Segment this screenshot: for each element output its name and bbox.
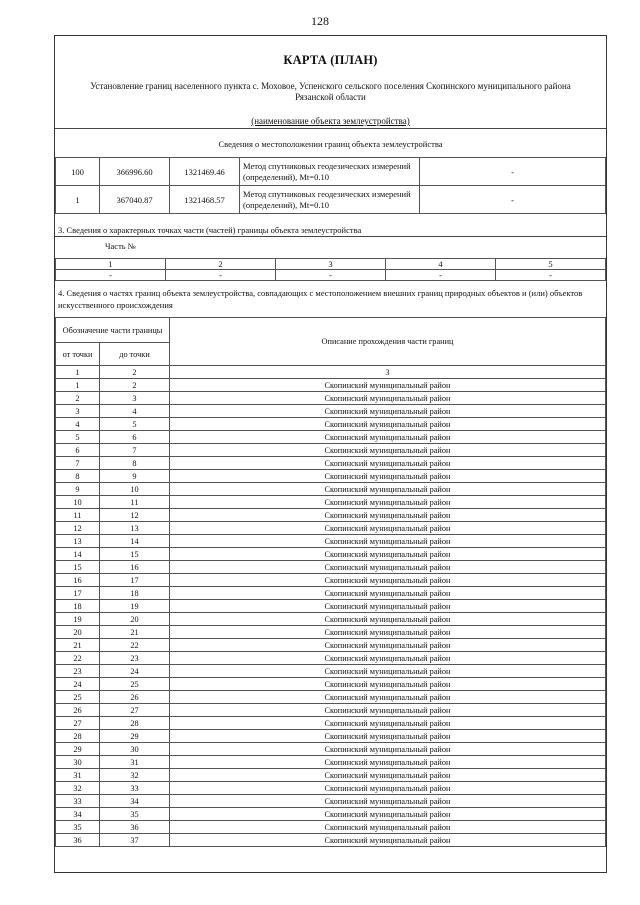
from-point: 14 [56,548,100,561]
table-row [56,379,606,392]
table-row [56,730,606,743]
part-description: Скопинский муниципальный район [170,652,606,665]
divider [55,236,606,237]
section3-col-header: 2 [166,259,276,270]
part-description: Скопинский муниципальный район [170,600,606,613]
document-title: КАРТА (ПЛАН) [283,53,378,67]
table-row [56,613,606,626]
from-point: 11 [56,509,100,522]
part-description: Скопинский муниципальный район [170,392,606,405]
point-description: - [420,158,606,186]
to-point: 11 [100,496,170,509]
part-description: Скопинский муниципальный район [170,613,606,626]
coord-y: 1321469.46 [170,158,240,186]
to-point: 4 [100,405,170,418]
part-description: Скопинский муниципальный район [170,639,606,652]
point-number: 1 [56,186,100,214]
from-point: 8 [56,470,100,483]
from-point: 25 [56,691,100,704]
table-row [56,756,606,769]
from-point: 22 [56,652,100,665]
part-description: Скопинский муниципальный район [170,405,606,418]
table-row [56,795,606,808]
table-row [56,444,606,457]
section4-caption: 4. Сведения о частях границ объекта землеустройства, совпадающих с местоположением внешних границ природных объектов и (или) объектов искусственного происхождения [58,288,583,310]
section3-cell: - [386,270,496,281]
part-description: Скопинский муниципальный район [170,431,606,444]
from-point: 36 [56,834,100,847]
section3-table [55,258,606,281]
table-row [56,574,606,587]
part-description: Скопинский муниципальный район [170,535,606,548]
table-row [56,548,606,561]
table-row [56,470,606,483]
table-row [56,457,606,470]
to-point: 15 [100,548,170,561]
description-header: Описание прохождения части границ [170,318,606,366]
from-point: 35 [56,821,100,834]
table-row [56,509,606,522]
from-point-header: от точки [56,343,100,366]
to-point: 7 [100,444,170,457]
method-description: Метод спутниковых геодезических измерений (определений), Mt=0.10 [240,158,420,186]
from-point: 15 [56,561,100,574]
section3-col-header: 4 [386,259,496,270]
from-point: 13 [56,535,100,548]
to-point: 36 [100,821,170,834]
to-point: 26 [100,691,170,704]
part-description: Скопинский муниципальный район [170,522,606,535]
from-point: 32 [56,782,100,795]
section3-part-label: Часть № [105,241,136,251]
to-point: 10 [100,483,170,496]
from-point: 34 [56,808,100,821]
part-description: Скопинский муниципальный район [170,691,606,704]
from-point: 6 [56,444,100,457]
part-description: Скопинский муниципальный район [170,808,606,821]
table-row [56,639,606,652]
to-point: 28 [100,717,170,730]
from-point: 30 [56,756,100,769]
to-point: 21 [100,626,170,639]
part-description: Скопинский муниципальный район [170,730,606,743]
part-description: Скопинский муниципальный район [170,496,606,509]
coordinates-table [55,157,606,214]
from-point: 20 [56,626,100,639]
to-point: 14 [100,535,170,548]
column-number: 3 [170,366,606,379]
coord-x: 367040.87 [100,186,170,214]
to-point: 27 [100,704,170,717]
table-row [56,483,606,496]
part-description: Скопинский муниципальный район [170,834,606,847]
from-point: 26 [56,704,100,717]
part-description: Скопинский муниципальный район [170,769,606,782]
section3-cell: - [496,270,606,281]
to-point: 6 [100,431,170,444]
section3-col-header: 1 [56,259,166,270]
to-point: 16 [100,561,170,574]
table-row [56,743,606,756]
coord-row [56,158,606,186]
part-description: Скопинский муниципальный район [170,678,606,691]
part-description: Скопинский муниципальный район [170,379,606,392]
to-point: 30 [100,743,170,756]
part-description: Скопинский муниципальный район [170,483,606,496]
from-point: 18 [56,600,100,613]
point-number: 100 [56,158,100,186]
to-point: 5 [100,418,170,431]
designation-header: Обозначение части границы [56,318,170,343]
to-point: 37 [100,834,170,847]
table-row [56,626,606,639]
part-description: Скопинский муниципальный район [170,587,606,600]
divider [55,128,606,129]
from-point: 19 [56,613,100,626]
to-point: 20 [100,613,170,626]
part-description: Скопинский муниципальный район [170,795,606,808]
coord-y: 1321468.57 [170,186,240,214]
table-row [56,522,606,535]
table-row [56,418,606,431]
from-point: 3 [56,405,100,418]
document-frame [54,35,607,873]
part-description: Скопинский муниципальный район [170,756,606,769]
table-row [56,496,606,509]
point-description: - [420,186,606,214]
column-number: 2 [100,366,170,379]
to-point: 34 [100,795,170,808]
from-point: 23 [56,665,100,678]
coord-x: 366996.60 [100,158,170,186]
to-point: 19 [100,600,170,613]
table-row [56,431,606,444]
from-point: 17 [56,587,100,600]
part-description: Скопинский муниципальный район [170,457,606,470]
part-description: Скопинский муниципальный район [170,574,606,587]
part-description: Скопинский муниципальный район [170,470,606,483]
from-point: 27 [56,717,100,730]
table-row [56,691,606,704]
page-number: 128 [311,14,329,28]
from-point: 7 [56,457,100,470]
section3-cell: - [276,270,386,281]
to-point: 22 [100,639,170,652]
table-row [56,821,606,834]
to-point: 18 [100,587,170,600]
section3-caption: 3. Сведения о характерных точках части (частей) границы объекта землеустройства [58,225,362,235]
to-point: 33 [100,782,170,795]
object-name-caption: (наименование объекта землеустройства) [251,116,410,126]
to-point: 23 [100,652,170,665]
from-point: 5 [56,431,100,444]
to-point: 2 [100,379,170,392]
section3-cell: - [56,270,166,281]
from-point: 33 [56,795,100,808]
to-point: 12 [100,509,170,522]
from-point: 24 [56,678,100,691]
coord-row [56,186,606,214]
part-description: Скопинский муниципальный район [170,743,606,756]
to-point: 25 [100,678,170,691]
boundary-parts-table [55,317,606,847]
from-point: 29 [56,743,100,756]
to-point: 3 [100,392,170,405]
from-point: 4 [56,418,100,431]
from-point: 16 [56,574,100,587]
part-description: Скопинский муниципальный район [170,782,606,795]
part-description: Скопинский муниципальный район [170,548,606,561]
table-row [56,392,606,405]
section3-col-header: 3 [276,259,386,270]
to-point: 35 [100,808,170,821]
part-description: Скопинский муниципальный район [170,717,606,730]
table-row [56,652,606,665]
from-point: 1 [56,379,100,392]
table-row [56,704,606,717]
part-description: Скопинский муниципальный район [170,665,606,678]
part-description: Скопинский муниципальный район [170,561,606,574]
table-row [56,405,606,418]
from-point: 9 [56,483,100,496]
part-description: Скопинский муниципальный район [170,821,606,834]
to-point: 31 [100,756,170,769]
method-description: Метод спутниковых геодезических измерений (определений), Mt=0.10 [240,186,420,214]
table-row [56,535,606,548]
table-row [56,717,606,730]
part-description: Скопинский муниципальный район [170,444,606,457]
from-point: 12 [56,522,100,535]
section3-col-header: 5 [496,259,606,270]
table-row [56,665,606,678]
part-description: Скопинский муниципальный район [170,509,606,522]
to-point: 24 [100,665,170,678]
to-point-header: до точки [100,343,170,366]
to-point: 32 [100,769,170,782]
part-description: Скопинский муниципальный район [170,704,606,717]
section2-caption: Сведения о местоположении границ объекта землеустройства [218,139,443,149]
table-row [56,769,606,782]
to-point: 8 [100,457,170,470]
from-point: 2 [56,392,100,405]
part-description: Скопинский муниципальный район [170,418,606,431]
table-row [56,808,606,821]
from-point: 31 [56,769,100,782]
column-number: 1 [56,366,100,379]
part-description: Скопинский муниципальный район [170,626,606,639]
to-point: 17 [100,574,170,587]
to-point: 9 [100,470,170,483]
table-row [56,782,606,795]
table-row [56,834,606,847]
from-point: 10 [56,496,100,509]
from-point: 28 [56,730,100,743]
table-row [56,600,606,613]
to-point: 29 [100,730,170,743]
table-row [56,561,606,574]
to-point: 13 [100,522,170,535]
table-row [56,678,606,691]
section3-cell: - [166,270,276,281]
from-point: 21 [56,639,100,652]
table-row [56,587,606,600]
document-subtitle: Установление границ населенного пункта с. Моховое, Успенского сельского поселения Скопинского муниципального района Рязанской области [90,81,571,102]
